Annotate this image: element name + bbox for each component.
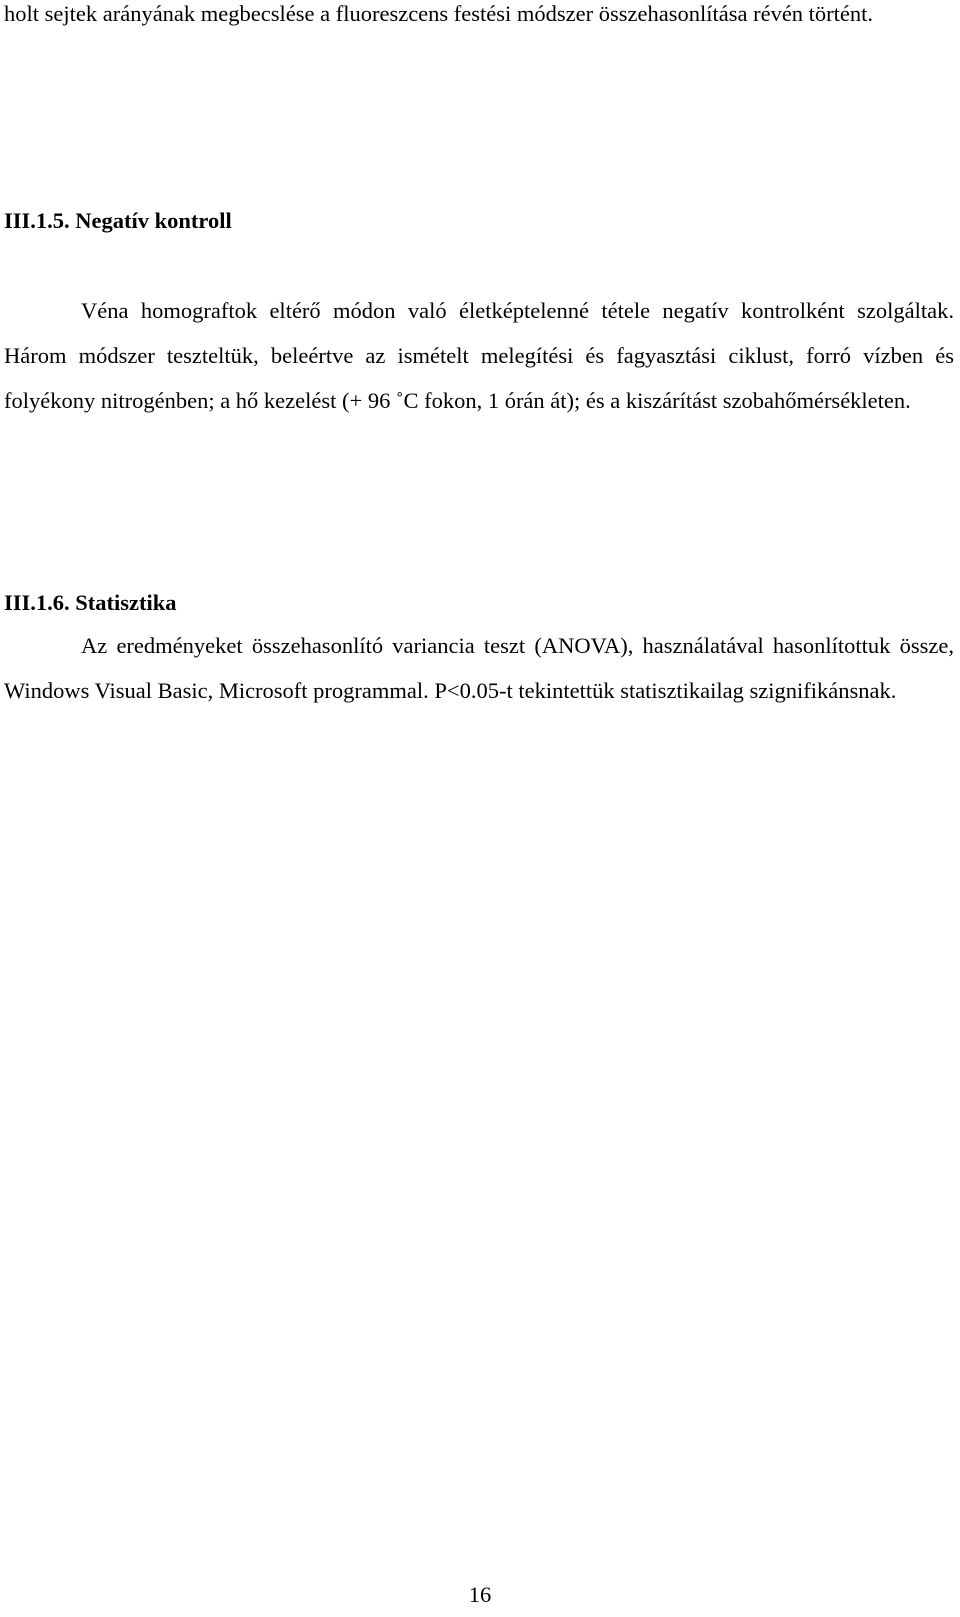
section-heading-negative-control: III.1.5. Negatív kontroll xyxy=(4,208,232,233)
paragraph-intro: holt sejtek arányának megbecslése a fluoreszcens festési módszer összehasonlítása révén történt. xyxy=(4,1,874,26)
page-number: 16 xyxy=(468,1582,492,1607)
section-heading-statistics: III.1.6. Statisztika xyxy=(4,590,177,615)
paragraph-negative-control: Véna homograftok eltérő módon való életképtelenné tétele negatív kontrolként szolgáltak. Három módszer teszteltük, beleértve az ismételt melegítési és fagyasztási ciklust, forró vízben és folyékony nitrogénben; a hő kezelést (+ 96 ˚C fokon, 1 órán át); és a kiszárítást szobahőmérsékleten. xyxy=(4,298,954,413)
paragraph-statistics: Az eredményeket összehasonlító variancia teszt (ANOVA), használatával hasonlítottuk össze, Windows Visual Basic, Microsoft programmal. P<0.05-t tekintettük statisztikailag szignifikánsnak. xyxy=(4,633,954,703)
